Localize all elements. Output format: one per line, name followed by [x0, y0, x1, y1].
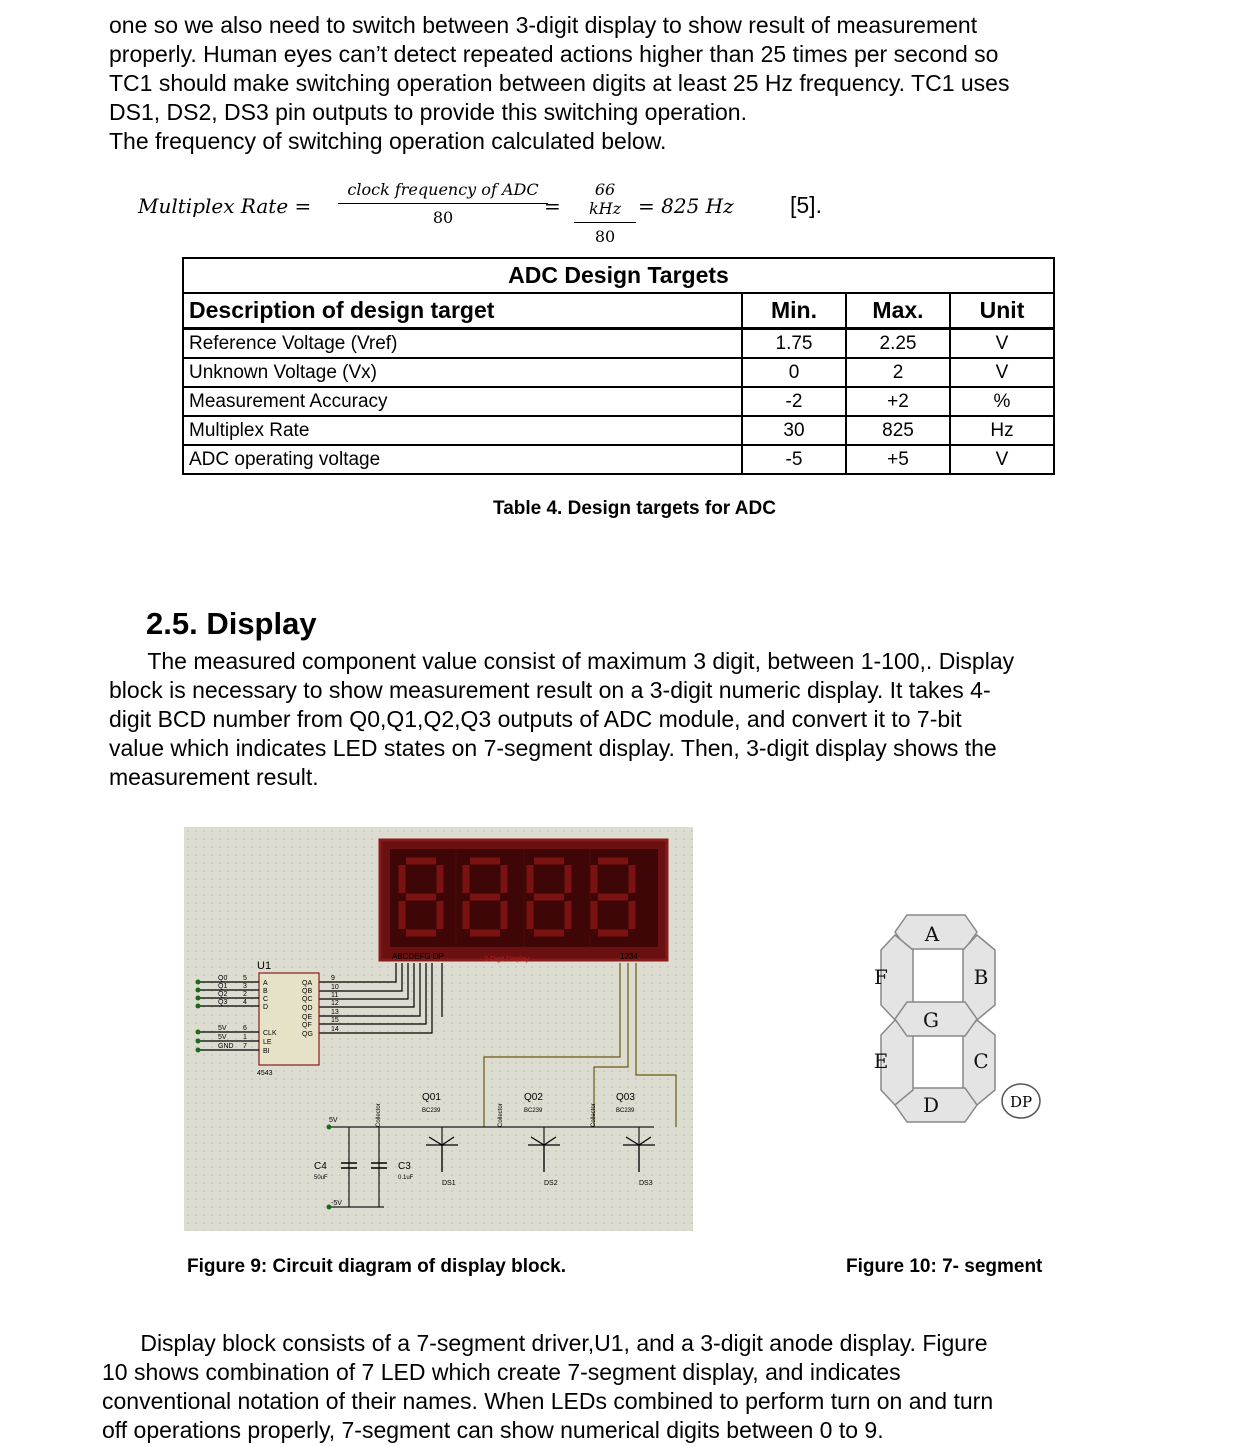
table-cell: ADC operating voltage	[183, 445, 742, 474]
ic-pin-label: CLK	[263, 1030, 277, 1037]
pin-number: 14	[331, 1026, 339, 1033]
ic-pin-label: QC	[302, 996, 313, 1003]
display-paragraph	[109, 647, 1119, 792]
ic-pin-label: D	[263, 1004, 269, 1011]
table-cell: 825	[846, 416, 950, 445]
formula-lhs: Multiplex Rate =	[138, 194, 312, 218]
ic-pin-label: QF	[302, 1022, 312, 1029]
table-cell: +5	[846, 445, 950, 474]
switch-output-label: DS2	[544, 1180, 558, 1187]
formula-denominator-1: 80	[432, 208, 454, 227]
table-title: ADC Design Targets	[183, 258, 1054, 293]
text-line: DS1, DS2, DS3 pin outputs to provide this switching operation.	[109, 99, 747, 125]
text-line: digit BCD number from Q0,Q1,Q2,Q3 outputs of ADC module, and convert it to 7-bit	[109, 706, 962, 732]
text-line: Display block consists of a 7-segment driver,U1, and a 3-digit anode display. Figure	[102, 1330, 988, 1356]
text-line: The frequency of switching operation calculated below.	[109, 128, 667, 154]
figure-9-caption: Figure 9: Circuit diagram of display block.	[187, 1256, 567, 1277]
section-heading: 2.5. Display	[146, 606, 317, 641]
pin-number: 10	[331, 984, 339, 991]
collector-label: Collector	[591, 1103, 597, 1127]
formula-numerator-2: 66 kHz	[574, 180, 636, 223]
pin-number: 2	[243, 991, 247, 998]
ic-pin-label: LE	[263, 1039, 272, 1046]
input-label: Q1	[218, 983, 228, 990]
pin-number: 4	[243, 999, 247, 1006]
pin-number: 1	[243, 1034, 247, 1041]
table-cell: Measurement Accuracy	[183, 387, 742, 416]
ic-pin-label: BI	[263, 1048, 270, 1055]
pin-number: 9	[331, 975, 335, 982]
switch-output-label: DS1	[442, 1180, 456, 1187]
pin-number: 3	[243, 983, 247, 990]
input-label: 5V	[218, 1025, 227, 1032]
intro-paragraph	[109, 11, 1119, 156]
collector-label: Collector	[376, 1103, 382, 1127]
capacitor-c3-label: C3	[398, 1161, 411, 1172]
ic-pin-label: A	[263, 980, 268, 987]
input-label: Q2	[218, 991, 228, 998]
segment-label: B	[973, 965, 989, 989]
display-digit-pins: 1234	[620, 952, 638, 961]
table-cell: +2	[846, 387, 950, 416]
pin-number: 7	[243, 1043, 247, 1050]
segment-label: A	[924, 922, 940, 946]
segment-label: D	[922, 1093, 940, 1117]
formula-fraction-2	[574, 180, 636, 246]
table-row	[183, 445, 1054, 474]
segment-label: G	[923, 1008, 939, 1032]
formula-denominator-2: 80	[594, 227, 616, 246]
formula-result: = 825 Hz	[638, 194, 734, 218]
segment-label: C	[973, 1049, 989, 1073]
display-pin-labels: ABCDEFG DP	[392, 952, 445, 961]
input-label: GND	[218, 1043, 234, 1050]
input-label: 5V	[218, 1034, 227, 1041]
capacitor-c3-value: 0.1uF	[398, 1175, 414, 1181]
ic-pin-label: QB	[302, 988, 313, 995]
text-line: block is necessary to show measurement result on a 3-digit numeric display. It takes 4-	[109, 677, 991, 703]
table-row	[183, 329, 1054, 359]
table-row	[183, 387, 1054, 416]
switch-output-label: DS3	[639, 1180, 653, 1187]
formula-equals: =	[544, 194, 561, 218]
table-row	[183, 416, 1054, 445]
table-cell: 30	[742, 416, 846, 445]
column-header: Description of design target	[183, 293, 742, 329]
table-cell: V	[950, 358, 1054, 387]
pin-number: 13	[331, 1009, 339, 1016]
capacitor-c4-value: 50uF	[314, 1175, 328, 1181]
table-cell: Hz	[950, 416, 1054, 445]
ic-pin-label: QE	[302, 1014, 313, 1021]
transistor-part: BC239	[524, 1108, 543, 1114]
formula-fraction-1	[338, 180, 548, 227]
table-cell: V	[950, 329, 1054, 359]
ic-pin-label: C	[263, 996, 269, 1003]
pin-number: 5	[243, 975, 247, 982]
table-cell: Multiplex Rate	[183, 416, 742, 445]
text-line: properly. Human eyes can’t detect repeated actions higher than 25 times per second so	[109, 41, 999, 67]
transistor-name: Q03	[616, 1092, 635, 1103]
table-header-row	[183, 293, 1054, 329]
transistor-part: BC239	[616, 1108, 635, 1114]
formula-reference: [5].	[790, 192, 822, 218]
circuit-diagram	[184, 827, 693, 1231]
table-cell: -5	[742, 445, 846, 474]
ic-pin-label: QA	[302, 980, 313, 987]
ic-pin-label: QG	[302, 1031, 313, 1038]
rail-positive: 5V	[329, 1117, 338, 1124]
seven-segment-diagram	[855, 910, 1055, 1125]
text-line: 10 shows combination of 7 LED which create 7-segment display, and indicates	[102, 1359, 901, 1385]
table-cell: 2	[846, 358, 950, 387]
table-row	[183, 358, 1054, 387]
pin-number: 12	[331, 1000, 339, 1007]
text-line: TC1 should make switching operation between digits at least 25 Hz frequency. TC1 uses	[109, 70, 1010, 96]
segment-label: F	[874, 965, 888, 989]
ic-pin-label: B	[263, 988, 268, 995]
display-description-paragraph	[102, 1329, 1132, 1445]
display-name: 3-Digit Display	[484, 956, 530, 963]
design-targets-table	[182, 257, 1055, 475]
transistor-part: BC239	[422, 1108, 441, 1114]
table-cell: V	[950, 445, 1054, 474]
formula-numerator-1: clock frequency of ADC	[338, 180, 548, 204]
table-cell: 0	[742, 358, 846, 387]
text-line: one so we also need to switch between 3-digit display to show result of measurement	[109, 12, 978, 38]
table-cell: Unknown Voltage (Vx)	[183, 358, 742, 387]
table-cell: 2.25	[846, 329, 950, 359]
pin-number: 15	[331, 1017, 339, 1024]
text-line: conventional notation of their names. When LEDs combined to perform turn on and turn	[102, 1388, 994, 1414]
table-cell: Reference Voltage (Vref)	[183, 329, 742, 359]
table-caption: Table 4. Design targets for ADC	[493, 498, 776, 519]
decimal-point-label: DP	[1009, 1093, 1033, 1111]
rail-negative: -5V	[331, 1200, 342, 1207]
multiplex-rate-formula	[138, 178, 858, 246]
text-line: off operations properly, 7-segment can show numerical digits between 0 to 9.	[102, 1417, 884, 1443]
table-cell: -2	[742, 387, 846, 416]
input-label: Q0	[218, 975, 228, 982]
ic-part: 4543	[257, 1070, 273, 1077]
collector-label: Collector	[498, 1103, 504, 1127]
table-title-row	[183, 258, 1054, 293]
transistor-name: Q01	[422, 1092, 441, 1103]
column-header: Max.	[846, 293, 950, 329]
ic-pin-label: QD	[302, 1005, 313, 1012]
text-line: measurement result.	[109, 764, 319, 790]
table-cell: %	[950, 387, 1054, 416]
text-line: value which indicates LED states on 7-segment display. Then, 3-digit display shows the	[109, 735, 997, 761]
ic-name: U1	[257, 960, 272, 972]
pin-number: 6	[243, 1025, 247, 1032]
capacitor-c4-label: C4	[314, 1161, 327, 1172]
table-cell: 1.75	[742, 329, 846, 359]
pin-number: 11	[331, 992, 339, 999]
column-header: Min.	[742, 293, 846, 329]
segment-label: E	[873, 1049, 889, 1073]
text-line: The measured component value consist of maximum 3 digit, between 1-100,. Display	[109, 648, 1015, 674]
transistor-name: Q02	[524, 1092, 543, 1103]
figure-10-caption: Figure 10: 7- segment	[846, 1256, 1043, 1277]
column-header: Unit	[950, 293, 1054, 329]
input-label: Q3	[218, 999, 228, 1006]
